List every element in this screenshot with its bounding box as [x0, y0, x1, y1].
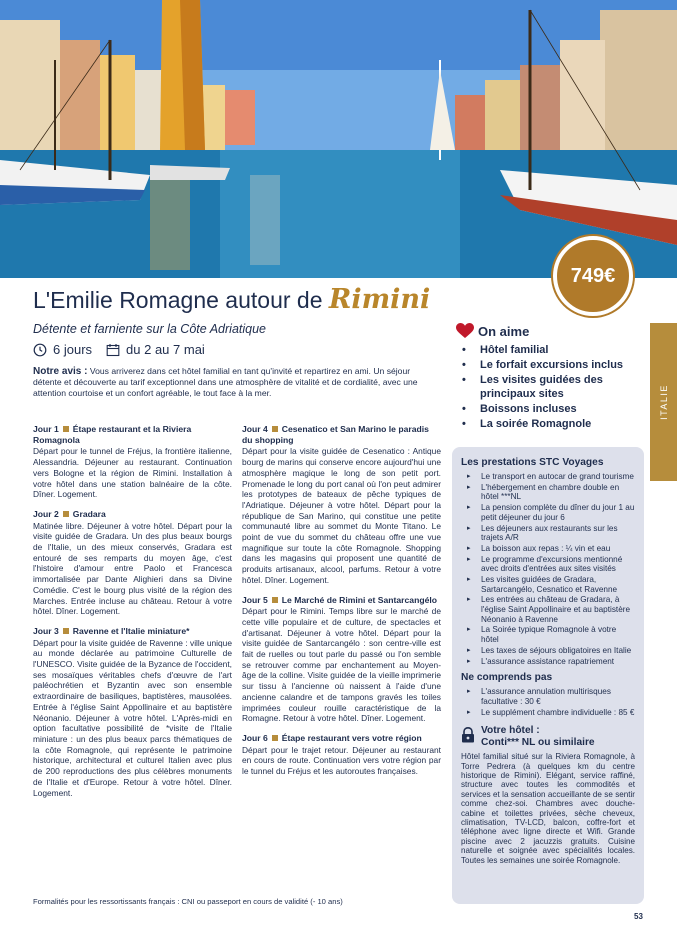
day-text: Départ pour le trajet retour. Déjeuner au restaurant en cours de route. Continuation vers votre région par le tunnel du Fréjus et les autoroutes françaises.: [242, 744, 441, 777]
hero-photo: [0, 0, 677, 278]
day-2: [33, 509, 232, 617]
price-value: 749€: [570, 264, 616, 287]
list-item: ▸ L'assurance assistance rapatriement: [461, 657, 635, 667]
trip-facts: [33, 342, 205, 357]
calendar-icon: [106, 343, 120, 357]
day-text: Matinée libre. Déjeuner à votre hôtel. Départ pour la visite guidée de Gradara. Un des plus beaux bourgs de l'Italie, un des mieux conservés, Gradara est entouré de ses remparts du moyen âge, c'est l'histoire d'amour entre Paolo et Francesca immortalisée par Dante Alighieri dans sa Divine Comédie. C'est le bourg plus visité de la région des Marches. Entrée incluse au château. Retour à votre hôtel. Dîner. Logement.: [33, 520, 232, 617]
bullet-square-icon: [63, 628, 69, 634]
heart-icon: [456, 323, 474, 339]
list-item: ▸ Les entrées au château de Gradara, à l'église Saint Appollinaire et au baptistère Néonanio à Ravenne: [461, 595, 635, 624]
list-item: ▸ La pension complète du dîner du jour 1 au petit déjeuner du jour 6: [461, 503, 635, 522]
day-text: Départ pour la visite guidée de Cesenatico : Antique bourg de marins qui conserve encore aujourd'hui une atmosphère magique le long de son petit port. Promenade le long du port canal où l'on peut admirer les prototypes de bateaux de pêche typiques de l'Adriatique. Déjeuner à votre hôtel. Départ pour la république de San Marino, qui constitue une petite communauté libre au sommet du Monte Titano. Le point de vue du sommet du château offre une vue magnifique sur toute la côte Romagnole. Shopping dans les magasins qui proposent une quantité de produits artisanaux, alcool, parfums. Retour à votre hôtel. Dîner. Logement.: [242, 446, 441, 585]
notice-label: Notre avis :: [33, 366, 88, 377]
notre-avis: [33, 366, 441, 400]
list-item: ▸ Les déjeuners aux restaurants sur les trajets A/R: [461, 524, 635, 543]
list-item: ▸ Les taxes de séjours obligatoires en Italie: [461, 646, 635, 656]
day-title: Étape restaurant et la Riviera Romagnola: [33, 424, 192, 445]
price-badge: [553, 236, 633, 316]
day-label: Jour 1: [33, 424, 59, 434]
side-tab: [650, 323, 677, 481]
itinerary-column-2: [242, 424, 441, 786]
day-text: Départ pour le Rimini. Temps libre sur le marché de cette ville populaire et de culture, de spectacles et d'artisanat. Déjeuner à votre hôtel. Départ pour la visite guidée de Santarcangélo : son centre-ville est fait de ruelles ou tout parle du passé ou l'on semble se retrouver comme par enchantement au Moyen-âge de la colline. Visite guidée de la vieille imprimerie sur tissu à l'ancienne où naissent à l'aide d'une ancienne calandre et de tampons gravés les toiles imprimées couleur rouille caractéristique de la Romagne. Retour à votre hôtel. Dîner. Logement.: [242, 606, 441, 724]
hotel-heading-line1: Votre hôtel :: [481, 725, 540, 737]
list-item: • Hôtel familial: [456, 343, 646, 357]
list-item: • Les visites guidées des principaux sites: [456, 373, 646, 401]
day-3: [33, 626, 232, 798]
list-item: • Le forfait excursions inclus: [456, 358, 646, 372]
bullet-square-icon: [272, 426, 278, 432]
hotel-description: Hôtel familial situé sur la Riviera Romagnole, à Torre Pedrera (à quelques km du centre historique de Rimini). Elégant, service raffiné, structure avec toutes les commodités et services et la sensation accueillante de se sentir comme chez-soi. Chambres avec douche-cabine et toilettes privées, sèche cheveux, climatisation, TV-LCD, balcon, coffre-fort et téléphone avec ligne directe et Wifi. Grande piscine avec 2 jacuzzis gratuits. Cuisine naturelle et soignée avec spécialités locales. Toutes les semaines une soirée Romagnole.: [461, 752, 635, 865]
title-main: L'Emilie Romagne autour de: [33, 287, 329, 313]
not-included-heading: Ne comprends pas: [461, 672, 553, 684]
list-item: ▸ La boisson aux repas : ¼ vin et eau: [461, 544, 635, 554]
itinerary-column-1: [33, 424, 232, 807]
side-tab-label: ITALIE: [658, 384, 669, 420]
bullet-square-icon: [272, 735, 278, 741]
day-4: [242, 424, 441, 586]
notice-text: Vous arriverez dans cet hôtel familial en tant qu'invité et repartirez en ami. Un séjour détente et découverte au tarif exceptionnel dans une atmosphère de vitalité et de cordialité, avec une attention courtoise et un confort agréable, le tout face à la mer.: [33, 366, 418, 399]
day-title: Cesenatico et San Marino le paradis du shopping: [242, 424, 429, 445]
title-accent: Rimini: [328, 284, 431, 315]
list-item: • La soirée Romagnole: [456, 417, 646, 431]
bullet-square-icon: [63, 511, 69, 517]
day-title: Étape restaurant vers votre région: [281, 732, 422, 743]
trip-duration: 6 jours: [53, 342, 93, 357]
hotel-key-icon: [461, 727, 475, 743]
not-included-list: [461, 687, 635, 717]
bullet-square-icon: [63, 426, 69, 432]
list-item: ▸ Les visites guidées de Gradara, Sartarcangélo, Cesnatico et Ravenne: [461, 575, 635, 594]
day-label: Jour 4: [242, 424, 268, 434]
day-label: Jour 2: [33, 508, 59, 519]
page-title: [33, 284, 430, 315]
prestations-heading: Les prestations STC Voyages: [461, 457, 604, 468]
list-item: ▸ Le transport en autocar de grand tourisme: [461, 472, 635, 482]
page-number: 53: [634, 912, 643, 921]
hotel-heading-line2: Conti*** NL ou similaire: [481, 737, 595, 749]
day-label: Jour 3: [33, 625, 59, 636]
list-item: ▸ L'hébergement en chambre double en hôtel ***NL: [461, 483, 635, 502]
day-text: Départ pour la visite guidée de Ravenne : ville unique au monde déclarée au patrimoine Culturelle de l'UNESCO. Visite guidée de la Byzance de l'occident, ses mosaïques véritables chefs d'œuvre de l'art paléochrétien et Byzantin avec son ensemble extraordinaire de basiliques, baptistères, mausolées. Entrée à l'église Saint Appollinaire et au baptistère Néonanio. Déjeuner à votre hôtel. L'Après-midi en option facultative possibilité de *visite de l'Italie miniature : un des plus beaux parcs thématiques de la côte Romagnole, qui représente le patrimoine historique, architectural et culturel Italien avec plus de 200 reproductions des plus célèbres monuments de l'Italie et d'Europe. Retour à votre hôtel. Dîner. Logement.: [33, 637, 232, 798]
hotel-heading: [461, 725, 635, 749]
on-aime-section: [456, 323, 646, 432]
day-title: Gradara: [72, 508, 106, 519]
day-6: [242, 733, 441, 777]
list-item: ▸ La Soirée typique Romagnole à votre hôtel: [461, 625, 635, 644]
day-5: [242, 595, 441, 724]
prestations-box: [452, 447, 644, 904]
day-text: Départ pour le tunnel de Fréjus, la frontière italienne, Alessandria. Déjeuner au restaurant. Continuation vers Bologne et la région de Rimini. Installation à votre hôtel dans une station balnéaire de la côte. Dîner. Logement.: [33, 446, 232, 500]
day-title: Ravenne et l'Italie miniature*: [72, 625, 190, 636]
page-subtitle: Détente et farniente sur la Côte Adriatique: [33, 322, 267, 336]
day-label: Jour 5: [242, 594, 268, 605]
prestations-list: [461, 472, 635, 666]
harbor-illustration: [0, 0, 677, 278]
list-item: ▸ Le supplément chambre individuelle : 85 €: [461, 708, 635, 718]
trip-dates: du 2 au 7 mai: [126, 342, 205, 357]
on-aime-heading: On aime: [478, 323, 530, 339]
on-aime-list: [456, 343, 646, 431]
bullet-square-icon: [272, 597, 278, 603]
day-label: Jour 6: [242, 732, 268, 743]
list-item: ▸ Le programme d'excursions mentionné avec droits d'entrées aux sites visités: [461, 555, 635, 574]
list-item: • Boissons incluses: [456, 402, 646, 416]
day-title: Le Marché de Rimini et Santarcangélo: [281, 594, 438, 605]
day-1: [33, 424, 232, 500]
list-item: ▸ L'assurance annulation multirisques facultative : 30 €: [461, 687, 635, 706]
clock-icon: [33, 343, 47, 357]
footer-note: Formalités pour les ressortissants français : CNI ou passeport en cours de validité (- 10 ans): [33, 897, 343, 906]
